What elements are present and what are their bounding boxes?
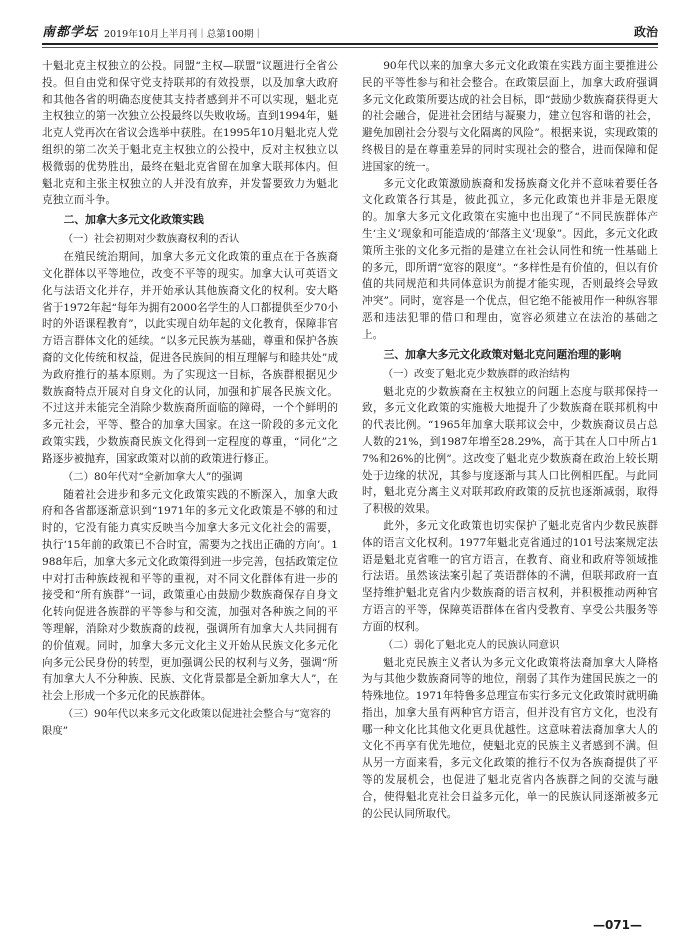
paragraph: 此外，多元文化政策也切实保护了魁北克省内少数民族群体的语言文化权利。1977年魁北克省通过的101号法案规定法语是魁北克省唯一的官方语言，在教育、商业和政府等领域推行法语。虽然该法案引起了英语群体的不满，但联邦政府一直坚持维护魁北克省内少数族裔的语言权利，并积极推动两种官方语言的平等，保障英语群体在省内受教育、享受公共服务等方面的权利。 [362, 519, 658, 633]
section-heading: 二、加拿大多元文化政策实践 [63, 213, 204, 227]
header-rule-thin [42, 47, 658, 48]
page-number: —071— [592, 918, 642, 932]
section-tag: 政治 [633, 25, 658, 39]
left-column [42, 58, 338, 910]
section-heading: 三、加拿大多元文化政策对魁北克问题治理的影响 [383, 347, 622, 361]
paragraph: 90年代以来的加拿大多元文化政策在实践方面主要推进公民的平等性参与和社会整合。在政策层面上，加拿大政府强调多元文化政策所要达成的社会目标，即“鼓励少数族裔获得更大的社会融合，促进社会团结与凝聚力，建立包容和谐的社会，避免加剧社会分裂与文化隔离的风险”。根据来说，实现政策的终极目的是在尊重差异的同时实现社会的整合，进而保障和促进国家的统一。 [362, 60, 658, 173]
paragraph: 十魁北克主权独立的公投。同盟“主权—联盟”议题进行全省公投。但自由党和保守党支持联邦的有效投票，以及加拿大政府和其他各省的明确态度使其支持者感到并不可以实现，魁北克主权独立的第一次独立公投最终以失败收场。直到1994年，魁北克人党再次在省议会选举中获胜。在1995年10月魁北克人党组织的第二次关于魁北克主权独立的公投中，反对主权独立以极微弱的优势胜出，最终在魁北克省留在加拿大联邦体内。但魁北克和主张主权独立的人并没有放弃，并发誓要致力为魁北克独立而斗争。 [42, 60, 338, 207]
page-header [42, 14, 658, 40]
subsection-heading: （三）90年代以来多元文化政策以促进社会整合与“宽容的限度” [42, 707, 331, 737]
paragraph: 在殖民统治期间，加拿大多元文化政策的重点在于各族裔文化群体以平等地位，改变不平等的现实。加拿大认可英语文化与法语文化并存，并开始承认其他族裔文化的权利。安大略省于1972年起“每年为拥有2000名学生的人口都提供至少70小时的外语课程教育”，以此实现自幼年起的文化教育，保障非官方语言群体文化的延续。“以多元民族为基础，尊重和保护各族裔的文化传统和权益，促进各民族间的相互理解与和睦共处”成为政府推行的基本原则。为了实现这一目标，各族群根据见少数族裔特点开展对自身文化的认同，加强和扩展各民族文化。不过这并未能完全消除少数族裔所面临的障碍，一个个鲜明的多元社会，平等、整合的加拿大国家。在这一阶段的多元文化政策实践，少数族裔民族文化得到一定程度的尊重，“同化”之路逐步被抛弃，国家政策对以前的政策进行修正。 [42, 251, 338, 465]
right-column [362, 58, 658, 910]
paragraph: 魁北克民族主义者认为多元文化政策将法裔加拿大人降格为与其他少数族裔同等的地位，削弱了其作为建国民族之一的特殊地位。1971年特鲁多总理宣布实行多元文化政策时就明确指出，加拿大虽有两种官方语言，但并没有官方文化，也没有哪一种文化比其他文化更具优越性。这意味着法裔加拿大人的文化不再享有优先地位，使魁北克的民族主义者感到不满。但从另一方面来看，多元文化政策的推行不仅为各族裔提供了平等的发展机会，也促进了魁北克省内各族群之间的交流与融合，使得魁北克社会日益多元化，单一的民族认同逐渐被多元的公民认同所取代。 [362, 656, 658, 820]
header-rule-thick [42, 43, 658, 45]
subsection-heading: （一）社会初期对少数族裔权利的否认 [62, 233, 240, 246]
article-body [42, 58, 658, 910]
subsection-heading: （二）弱化了魁北克人的民族认同意识 [382, 638, 560, 651]
paragraph: 多元文化政策激励族裔和发扬族裔文化并不意味着要任各文化政策各行其是，彼此孤立，多元化政策也并非是无限度的。加拿大多元文化政策在实施中也出现了“不同民族群体产生‘主义’现象和可能造成的‘部落主义’现象”。因此，多元文化政策所主张的文化多元指的是建立在社会认同性和统一性基础上的多元，即所谓“宽容的限度”。“多样性是有价值的，但以有价值的共同规范和共同体意识为前提才能实现，否则最终会导致冲突”。同时，宽容是一个优点，但它绝不能被用作一种纵容罪恶和违法犯罪的借口和理由，宽容必须建立在法治的基础之上。 [362, 177, 658, 341]
paragraph: 随着社会进步和多元文化政策实践的不断深入，加拿大政府和各省都逐渐意识到“1971年的多元文化政策是不够的和过时的，它没有能力真实反映当今加拿大多元文化社会的需要，执行‘15年前的政策已不合时宜，需要为之找出正确的方向’。1988年后，加拿大多元文化政策得到进一步完善，包括政策定位中对打击种族歧视和平等的重视，对不同文化群体有进一步的接受和“所有族群”一词，政策重心由鼓励少数族裔保存自身文化转向促进各族群的平等参与和交流，加强对各种族之间的平等理解，消除对少数族裔的歧视，强调所有加拿大人共同拥有的价值观。同时，加拿大多元文化主义开始从民族文化多元化向多元公民身份的转型，更加强调公民的权利与义务，强调“所有加拿大人不分种族、民族、文化背景都是全新加拿大人”，在社会上形成一个多元化的民族群体。 [42, 488, 338, 703]
header-left [42, 21, 263, 40]
subsection-heading: （一）改变了魁北克少数族群的政治结构 [382, 367, 570, 380]
subsection-heading: （二）80年代对“全新加拿大人”的强调 [62, 470, 243, 483]
issue-info: 2019年10月上半月刊｜总第100期｜ [104, 29, 263, 40]
paragraph: 魁北克的少数族裔在主权独立的问题上态度与联邦保持一致，多元文化政策的实施极大地提升了少数族裔在联邦机构中的代表比例。“1965年加拿大联邦议会中，少数族裔议员占总人数的21%，到1987年增至28.29%，高于其在人口中所占17%和26%的比例”。这改变了魁北克少数族裔在政治上较长期处于边缘的状况，其参与度逐渐与其人口比例相匹配。与此同时，魁北克分离主义对联邦政府政策的反抗也逐渐减弱，取得了积极的效果。 [362, 385, 658, 516]
journal-logo: 南都学坛 [42, 25, 99, 40]
